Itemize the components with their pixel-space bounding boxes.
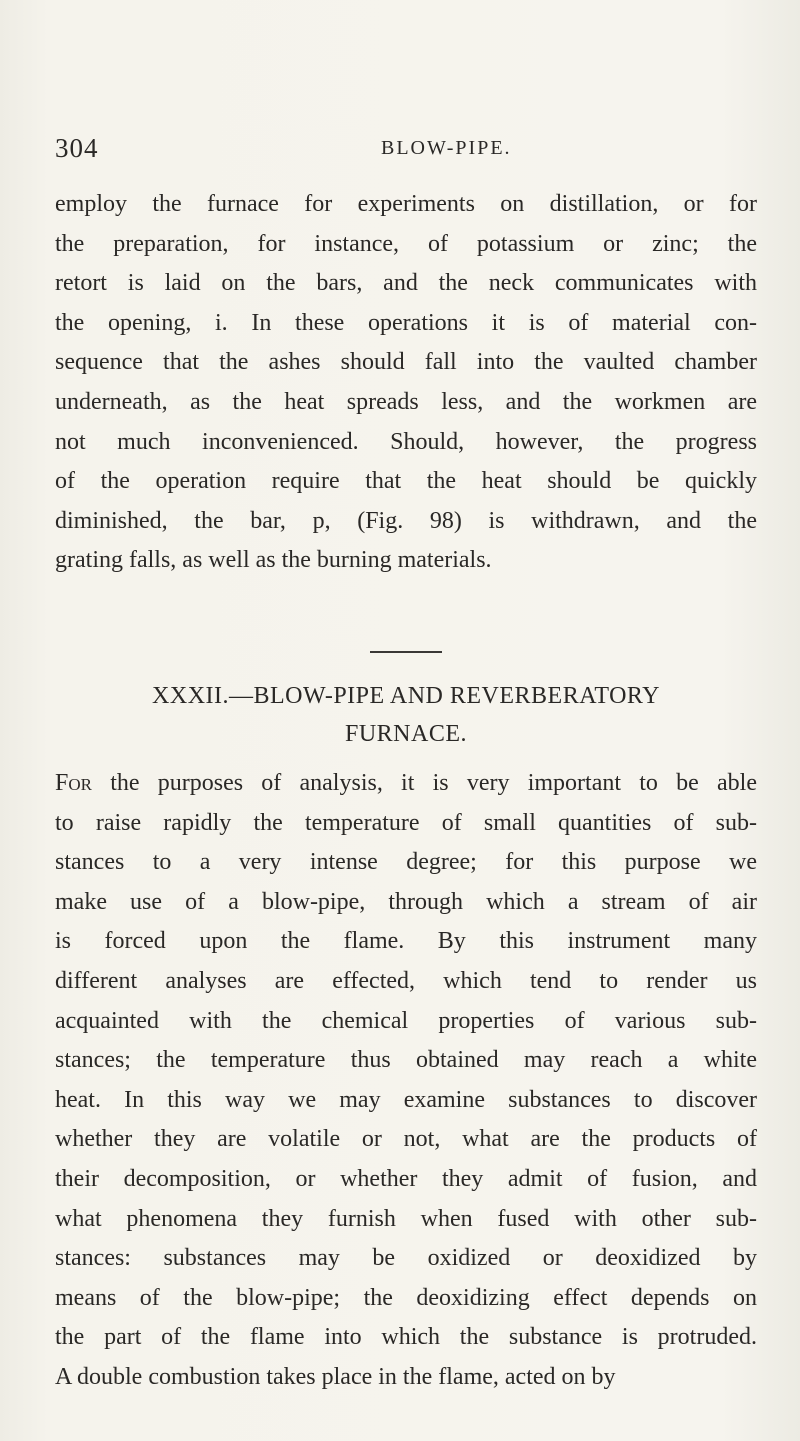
page-header	[55, 133, 755, 173]
text-line: retort is laid on the bars, and the neck communicates with	[55, 270, 757, 297]
text-line: acquainted with the chemical properties of various sub-	[55, 1007, 757, 1034]
text-line: diminished, the bar, p, (Fig. 98) is withdrawn, and the	[55, 507, 757, 534]
text-line: the part of the flame into which the substance is protruded.	[55, 1324, 757, 1351]
section-divider	[370, 651, 442, 653]
text-line: their decomposition, or whether they admit of fusion, and	[55, 1165, 757, 1192]
section-heading-line: XXXII.—BLOW-PIPE AND REVERBERATORY	[152, 683, 660, 709]
text-line: stances to a very intense degree; for this purpose we	[55, 849, 757, 876]
text-line: underneath, as the heat spreads less, and the workmen are	[55, 388, 757, 415]
paragraph-blow-pipe	[55, 764, 757, 1398]
page-number: 304	[55, 133, 99, 163]
text-line: whether they are volatile or not, what are the products of	[55, 1126, 757, 1153]
paragraph-distillation	[55, 185, 757, 581]
text-line: stances: substances may be oxidized or deoxidized by	[55, 1245, 757, 1272]
text-line: the preparation, for instance, of potassium or zinc; the	[55, 230, 757, 257]
section-heading-line: FURNACE.	[344, 721, 468, 747]
text-line: sequence that the ashes should fall into the vaulted chamber	[55, 349, 757, 376]
text-line: means of the blow-pipe; the deoxidizing effect depends on	[55, 1284, 757, 1311]
text-line: stances; the temperature thus obtained may reach a white	[55, 1047, 757, 1074]
text-line: A double combustion takes place in the flame, acted on by	[55, 1363, 616, 1390]
text-line: is forced upon the flame. By this instrument many	[55, 928, 757, 955]
text-line: the opening, i. In these operations it is of material con-	[55, 309, 757, 336]
text-line-first	[55, 764, 757, 804]
text-line: employ the furnace for experiments on distillation, or for	[55, 191, 757, 217]
section-heading	[55, 677, 757, 753]
text-line: heat. In this way we may examine substances to discover	[55, 1086, 757, 1113]
first-line-text: the purposes of analysis, it is very important to be able	[91, 770, 757, 796]
running-head: BLOW-PIPE.	[381, 137, 512, 159]
text-line: grating falls, as well as the burning materials.	[55, 547, 492, 574]
text-line: what phenomena they furnish when fused with other sub-	[55, 1205, 757, 1232]
text-line: make use of a blow-pipe, through which a stream of air	[55, 888, 757, 915]
text-line: to raise rapidly the temperature of small quantities of sub-	[55, 809, 757, 836]
text-line: of the operation require that the heat should be quickly	[55, 468, 757, 495]
text-line: different analyses are effected, which tend to render us	[55, 967, 757, 994]
text-line: not much inconvenienced. Should, however, the progress	[55, 428, 757, 455]
lead-word: For	[55, 770, 92, 796]
